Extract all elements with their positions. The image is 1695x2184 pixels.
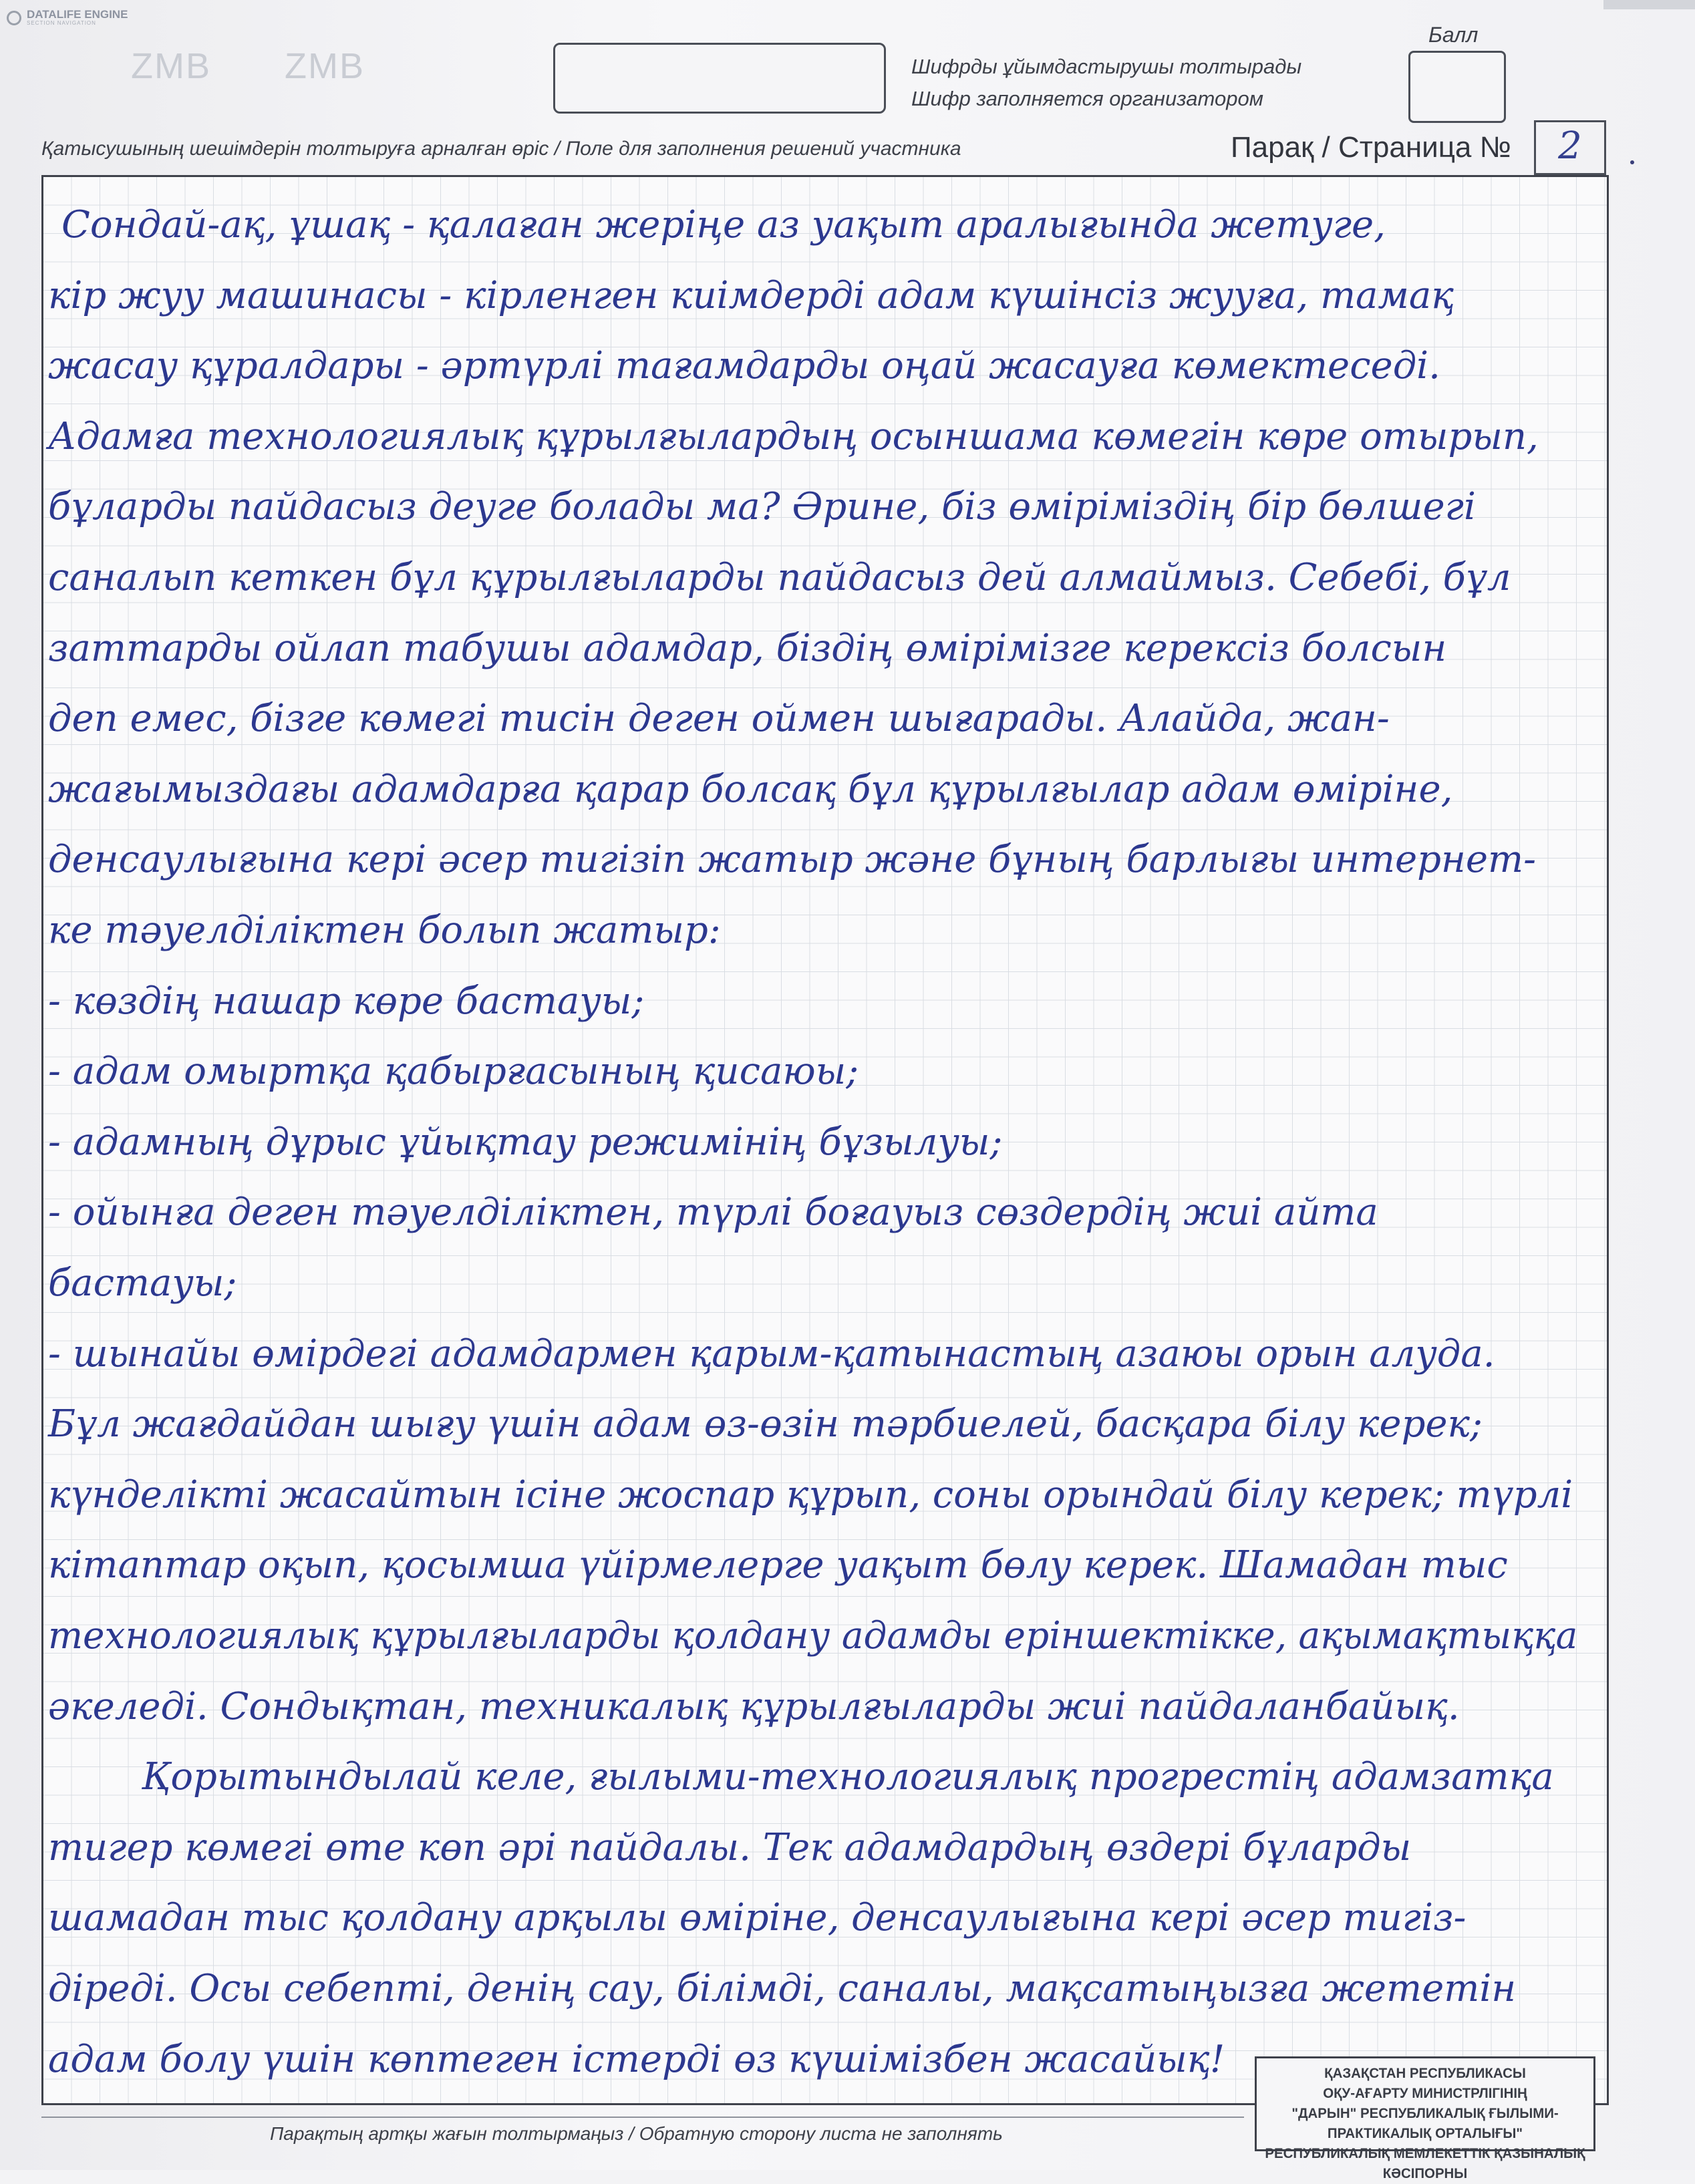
- handwritten-line: Бұл жағдайдан шығу үшін адам өз-өзін тәрбиелей, басқара білу керек;: [48, 1402, 1483, 1446]
- footer-note: Парақтың артқы жағын толтырмаңыз / Обратную сторону листа не заполнять: [270, 2123, 1003, 2144]
- answer-field-label: Қатысушының шешімдерін толтыруға арналған өріс / Поле для заполнения решений участника: [41, 138, 961, 160]
- handwritten-line: адам болу үшін көптеген істерді өз күшімізбен жасайық!: [48, 2037, 1225, 2081]
- handwritten-line: жағымыздағы адамдарға қарар болсақ бұл құрылғылар адам өміріне,: [48, 767, 1453, 811]
- handwritten-line: Қорытындылай келе, ғылыми-технологиялық прогрестің адамзатқа: [142, 1755, 1554, 1799]
- handwritten-line: жасау құралдары - әртүрлі тағамдарды оңай жасауға көмектеседі.: [48, 344, 1440, 388]
- handwritten-line: денсаулығына кері әсер тигізіп жатыр және бұның барлығы интернет-: [48, 838, 1536, 882]
- watermark-logo: [7, 9, 128, 26]
- institution-stamp: [1255, 2056, 1595, 2181]
- handwritten-line: технологиялық құрылғыларды қолдану адамды еріншектікке, ақымақтыққа: [48, 1614, 1578, 1658]
- cipher-note-kz: Шифрды ұйымдастырушы толтырады: [911, 55, 1302, 78]
- stamp-line: ҚАЗАҚСТАН РЕСПУБЛИКАСЫ: [1324, 2066, 1526, 2081]
- handwritten-line: - адамның дұрыс ұйықтау режимінің бұзылуы;: [48, 1120, 1003, 1164]
- handwritten-line: Сондай-ақ, ұшақ - қалаған жеріңе аз уақыт аралығында жетуге,: [61, 203, 1386, 247]
- handwritten-line: заттарды ойлап табушы адамдар, біздің өмірімізге керексіз болсын: [48, 626, 1447, 670]
- cipher-note: [911, 51, 1301, 115]
- stamp-line: РЕСПУБЛИКАЛЫҚ МЕМЛЕКЕТТІК ҚАЗЫНАЛЫҚ КӘСІПОРНЫ: [1265, 2146, 1585, 2181]
- handwritten-line: саналып кеткен бұл құрылғыларды пайдасыз дей алмаймыз. Себебі, бұл: [48, 556, 1511, 599]
- handwritten-line: кітаптар оқып, қосымша үйірмелерге уақыт бөлу керек. Шамадан тыс: [48, 1543, 1508, 1587]
- watermark-subtitle: SECTION NAVIGATION: [27, 20, 96, 26]
- handwritten-line: діреді. Осы себепті, денің сау, білімді, саналы, мақсатыңызға жететін: [48, 1967, 1517, 2010]
- page-number-value: 2: [1558, 124, 1582, 168]
- handwritten-line: - адам омыртқа қабырғасының қисаюы;: [48, 1050, 859, 1094]
- stamp-line: ОҚУ-АҒАРТУ МИНИСТРЛІГІНІҢ: [1323, 2086, 1527, 2101]
- handwritten-line: - ойынға деген тәуелділіктен, түрлі боғауыз сөздердің жиі айта: [48, 1191, 1378, 1235]
- handwritten-line: бұларды пайдасыз деуге болады ма? Әрине, біз өміріміздің бір бөлшегі: [48, 485, 1476, 529]
- cipher-field[interactable]: [553, 43, 886, 114]
- footer-divider: [41, 2117, 1244, 2118]
- handwritten-line: деп емес, бізге көмегі тисін деген оймен шығарады. Алайда, жан-: [48, 697, 1390, 741]
- handwritten-line: ке тәуелділіктен болып жатыр:: [48, 909, 721, 952]
- handwritten-line: тигер көмегі өте көп әрі пайдалы. Тек адамдардың өздері бұларды: [48, 1825, 1412, 1869]
- zmb-watermark-right: ZMB: [285, 46, 365, 86]
- handwritten-line: әкеледі. Сондықтан, техникалық құрылғыларды жиі пайдаланбайық.: [48, 1684, 1460, 1728]
- score-field[interactable]: [1408, 51, 1506, 123]
- handwritten-line: бастауы;: [48, 1261, 237, 1305]
- handwritten-line: күнделікті жасайтын ісіне жоспар құрып, соны орындай білу керек; түрлі: [48, 1472, 1573, 1517]
- stamp-line: "ДАРЫН" РЕСПУБЛИКАЛЫҚ ҒЫЛЫМИ-ПРАКТИКАЛЫҚ ОРТАЛЫҒЫ": [1291, 2106, 1559, 2141]
- handwritten-line: шамадан тыс қолдану арқылы өміріне, денсаулығына кері әсер тигіз-: [48, 1896, 1467, 1940]
- handwritten-line: кір жуу машинасы - кірленген киімдерді адам күшінсіз жууға, тамақ: [48, 273, 1454, 317]
- score-label: Балл: [1428, 23, 1479, 47]
- handwritten-line: Адамға технологиялық құрылғылардың осыншама көмегін көре отырып,: [48, 414, 1539, 458]
- ink-dot: [1630, 160, 1634, 164]
- logo-icon: [7, 11, 21, 25]
- cipher-note-ru: Шифр заполняется организатором: [911, 87, 1263, 110]
- handwritten-line: - шынайы өмірдегі адамдармен қарым-қатынастың азаюы орын алуда.: [48, 1332, 1495, 1376]
- watermark-title: DATALIFE ENGINE: [27, 8, 128, 21]
- scan-edge: [1603, 0, 1695, 9]
- page-number-label: Парақ / Страница №: [1231, 131, 1511, 164]
- zmb-watermark-left: ZMB: [131, 46, 211, 86]
- handwritten-line: - көздің нашар көре бастауы;: [48, 979, 645, 1023]
